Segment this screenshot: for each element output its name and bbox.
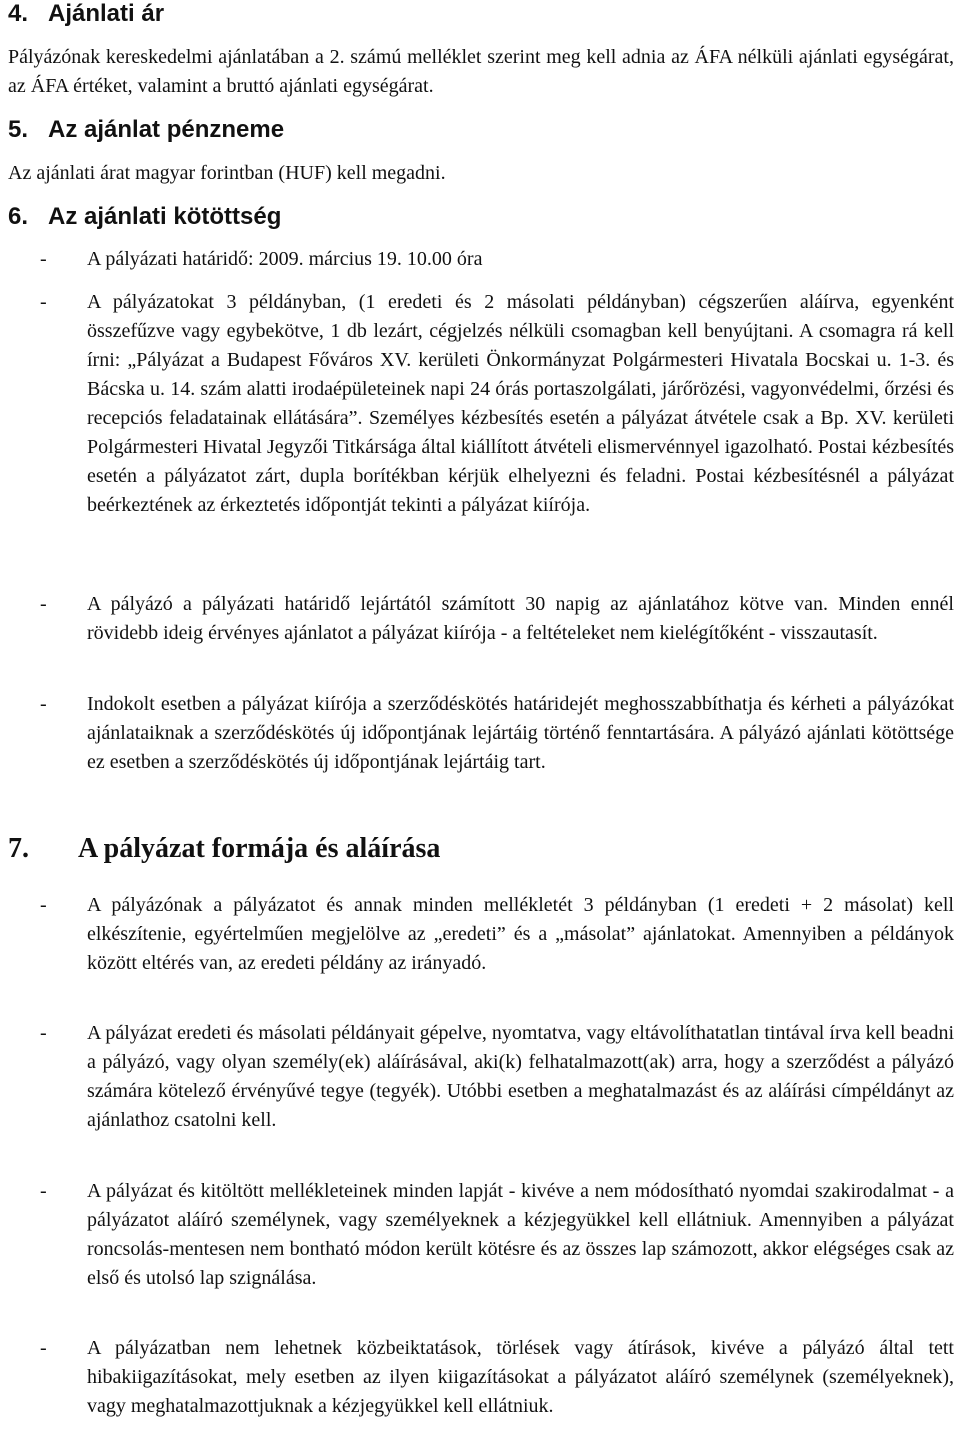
list-bullet: - xyxy=(40,1337,47,1359)
section-6-number: 6. xyxy=(8,203,29,230)
list-bullet: - xyxy=(40,593,47,615)
list-bullet: - xyxy=(40,291,47,313)
section-7-number: 7. xyxy=(8,833,29,864)
section-5-title: Az ajánlat pénzneme xyxy=(48,116,285,143)
list-item-text: A pályázat eredeti és másolati példányait gépelve, nyomtatva, vagy eltávolíthatatlan tintával írva kell beadni a pályázó, vagy olyan személy(ek) aláírásával, aki(k) felhatalmazott(ak) arra, hogy a szerződést a pályázó számára kötelező érvényűvé tegye (tegyék). Utóbbi esetben a meghatalmazást és az aláírási címpéldányt az ajánlathoz csatolni kell. xyxy=(87,1022,954,1131)
section-5-number: 5. xyxy=(8,116,29,143)
section-7-heading xyxy=(8,833,440,865)
list-item-text: A pályázat és kitöltött mellékleteinek minden lapját - kivéve a nem módosítható nyomdai szakirodalmat - a pályázatot aláíró személynek, vagy személyeknek a kézjegyükkel kell ellátniuk. Amennyiben a pályázat roncsolás-mentesen nem bontható módon került kötésre és az összes lap számozott, akkor elégséges csak az első és utolsó lap szignálása. xyxy=(87,1180,954,1289)
list-item-text: A pályázatban nem lehetnek közbeiktatások, törlések vagy átírások, kivéve a pályázó által tett hibakiigazításokat, mely esetben az ilyen kiigazításokat a pályázatot aláíró személynek (személyeknek), vagy meghatalmazottjuknak a kézjegyükkel kell ellátniuk. xyxy=(87,1337,954,1417)
list-item-text: A pályázónak a pályázatot és annak minden mellékletét 3 példányban (1 eredeti + 2 másolat) kell elkészítenie, egyértelműen megjelölve az „eredeti” és a „másolat” ajánlatokat. Amennyiben a példányok között eltérés van, az eredeti példány az irányadó. xyxy=(87,894,954,974)
list-bullet: - xyxy=(40,894,47,916)
section-5-heading xyxy=(8,116,284,144)
section-4-heading xyxy=(8,0,164,28)
section-7-title: A pályázat formája és aláírása xyxy=(78,833,441,864)
section-6-heading xyxy=(8,203,281,231)
list-bullet: - xyxy=(40,1180,47,1202)
list-bullet: - xyxy=(40,248,47,270)
section-5-paragraph: Az ajánlati árat magyar forintban (HUF) kell megadni. xyxy=(8,162,446,184)
list-bullet: - xyxy=(40,693,47,715)
section-6-title: Az ajánlati kötöttség xyxy=(48,203,282,230)
list-item-text: A pályázatokat 3 példányban, (1 eredeti és 2 másolati példányban) cégszerűen aláírva, egyenként összefűzve vagy egybekötve, 1 db lezárt, cégjelzés nélküli csomagban kell benyújtani. A csomagra rá kell írni: „Pályázat a Budapest Főváros XV. kerületi Önkormányzat Polgármesteri Hivatala Bocskai u. 1-3. és Bácska u. 14. szám alatti irodaépületeinek napi 24 órás portaszolgálati, járőrözési, vagyonvédelmi, őrzési és recepciós feladatainak ellátására”. Személyes kézbesítés esetén a pályázat átvétele csak a Bp. XV. kerületi Polgármesteri Hivatal Jegyzői Titkársága által kiállított átvételi elismervénnyel igazolható. Postai kézbesítés esetén a pályázatot zárt, dupla borítékban kérjük elhelyezni és feladni. Postai kézbesítésnél a pályázat beérkeztének az érkeztetés időpontját tekinti a pályázat kiírója. xyxy=(87,291,955,516)
section-4-title: Ajánlati ár xyxy=(48,0,165,27)
list-bullet: - xyxy=(40,1022,47,1044)
list-item-text: A pályázati határidő: 2009. március 19. 10.00 óra xyxy=(87,248,483,270)
section-4-number: 4. xyxy=(8,0,29,27)
section-4-paragraph: Pályázónak kereskedelmi ajánlatában a 2. számú melléklet szerint meg kell adnia az ÁFA nélküli ajánlati egységárat, az ÁFA értéket, valamint a bruttó ajánlati egységárat. xyxy=(8,46,954,97)
list-item-text: Indokolt esetben a pályázat kiírója a szerződéskötés határidejét meghosszabbíthatja és kérheti a pályázókat ajánlataiknak a szerződéskötés új időpontjának lejártáig történő fenntartására. A pályázó ajánlati kötöttsége ez esetben a szerződéskötés új időpontjának lejártáig tart. xyxy=(87,693,954,773)
list-item-text: A pályázó a pályázati határidő lejártától számított 30 napig az ajánlatához kötve van. Minden ennél rövidebb ideig érvényes ajánlatot a pályázat kiírója - a feltételeket nem kielégítőként - visszautasít. xyxy=(87,593,954,644)
